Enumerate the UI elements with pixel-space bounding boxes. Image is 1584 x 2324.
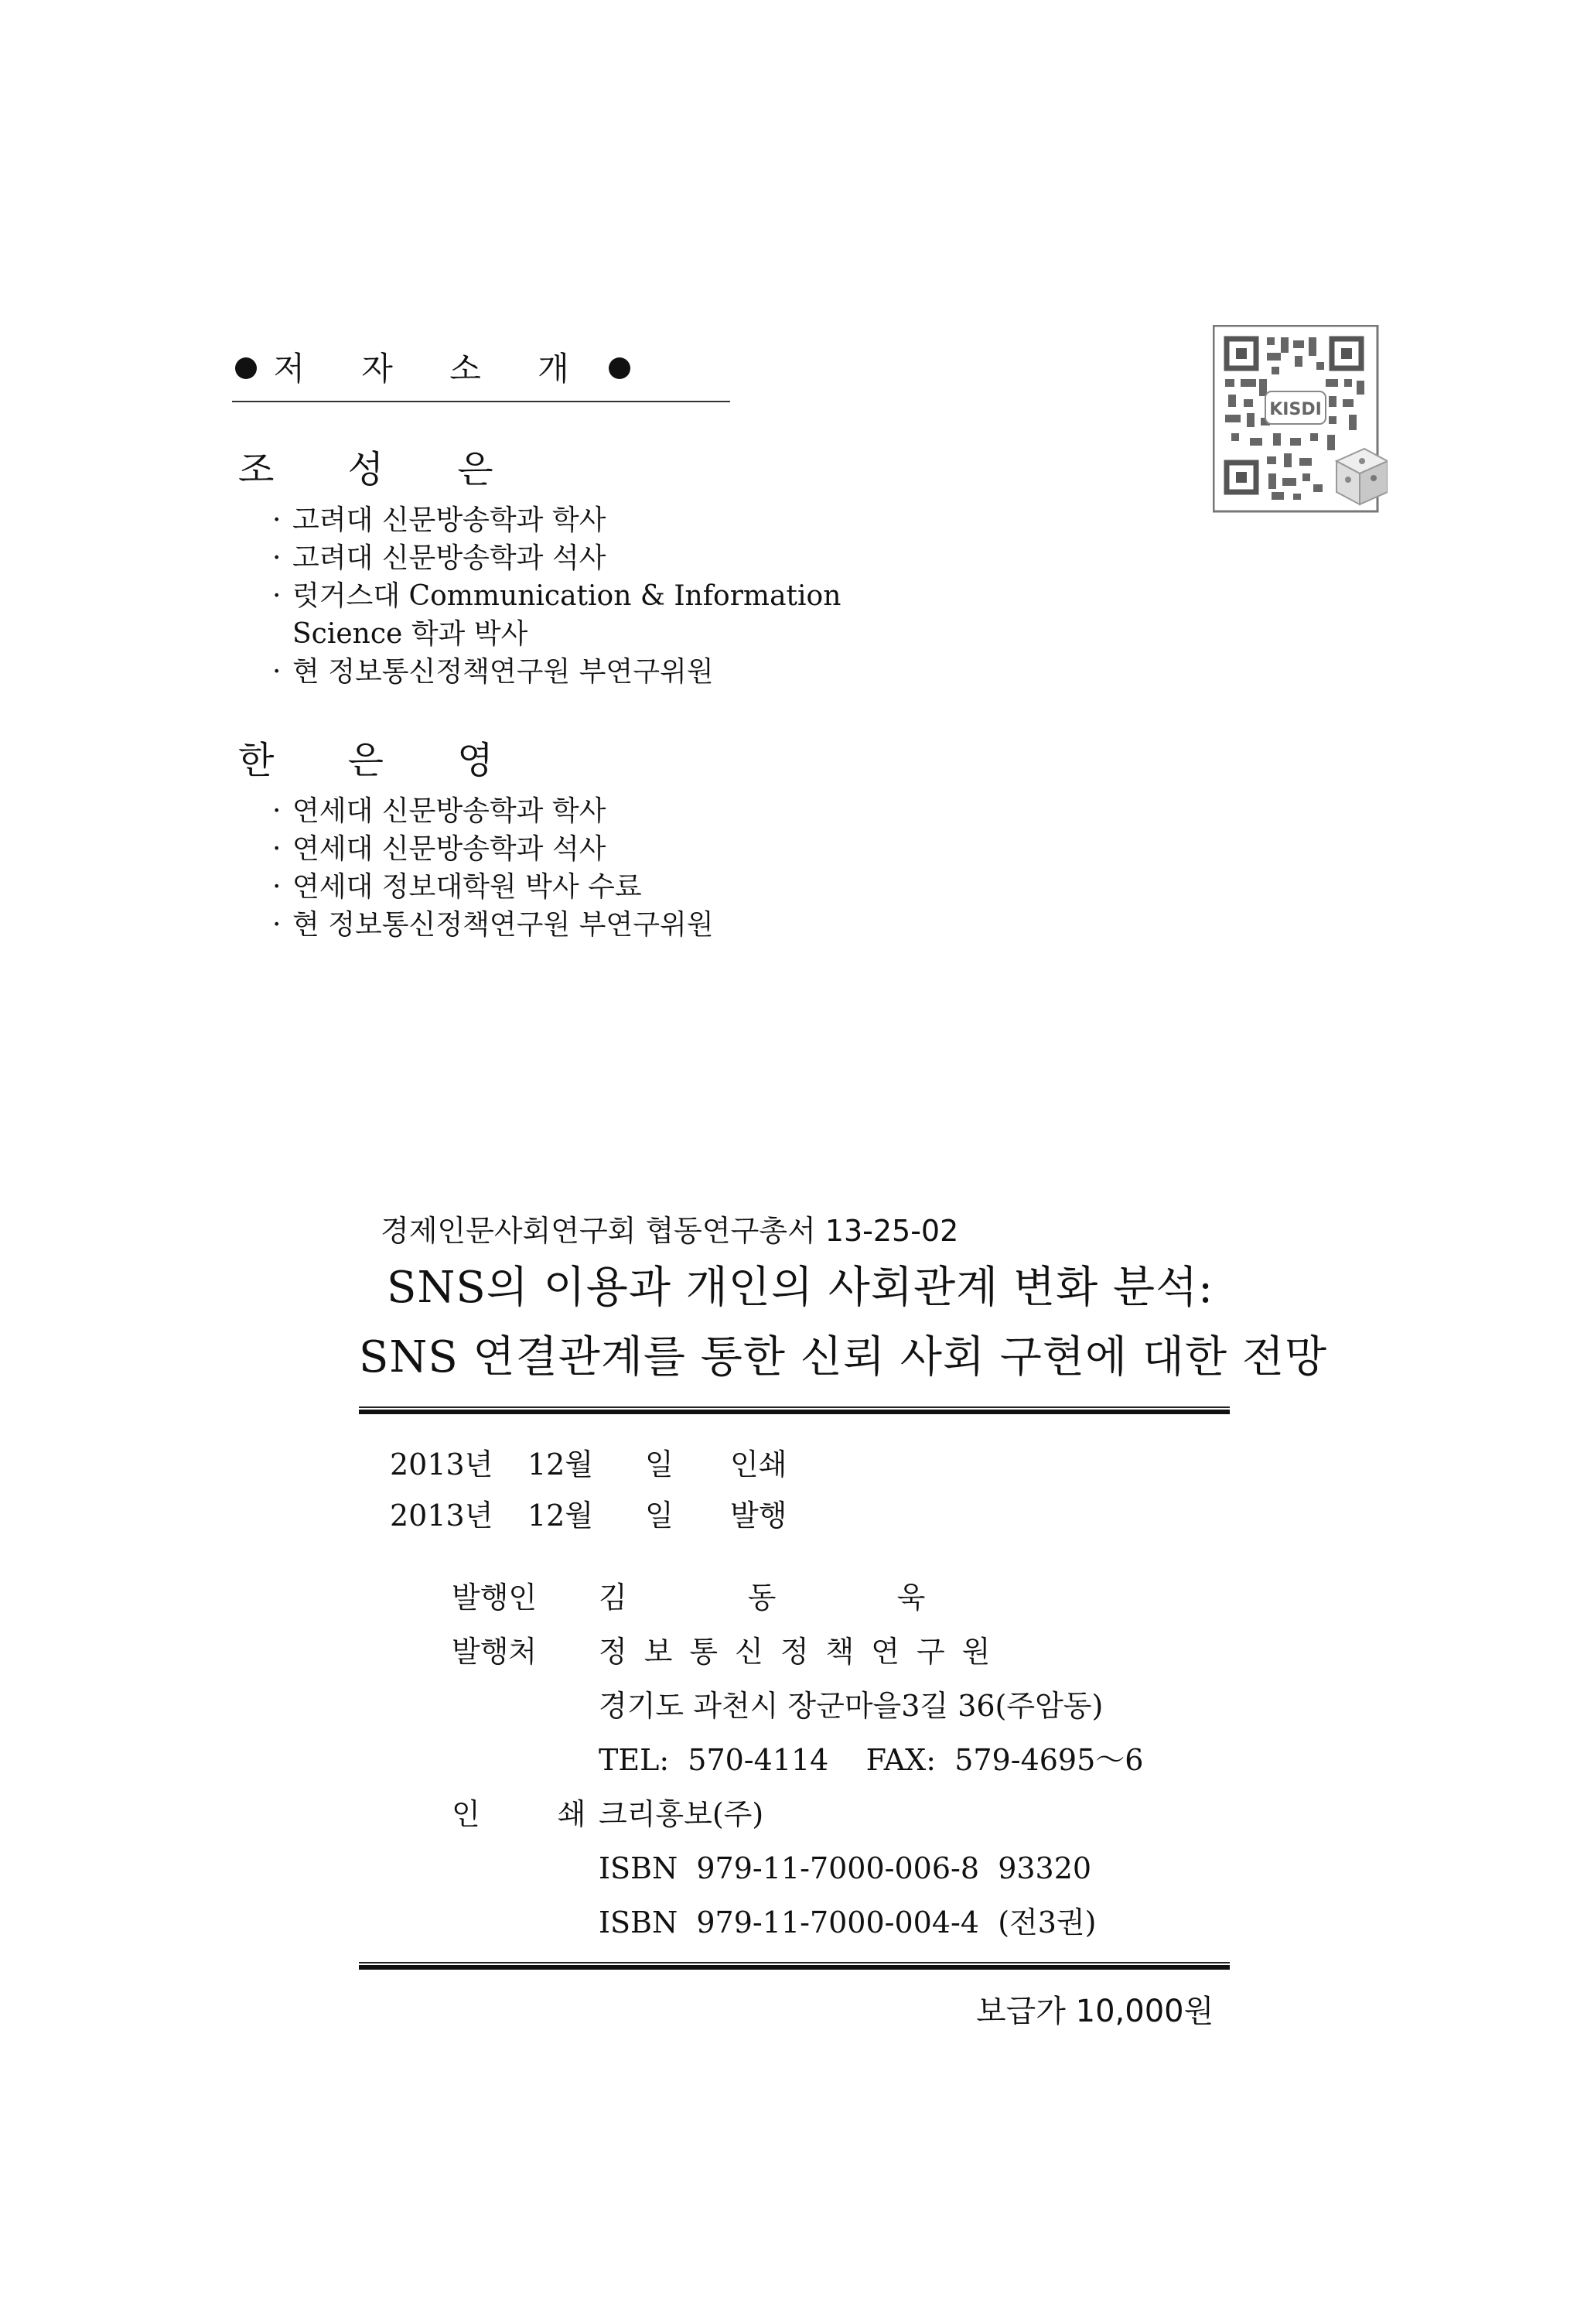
authors-heading-text: 저 자 소 개 [273, 350, 592, 388]
colophon-rule-top [359, 1406, 1230, 1414]
price-label: 보급가 10,000원 [976, 1994, 1214, 2029]
publish-date-row: 2013년 12월 일 발행 [390, 1499, 787, 1533]
issuer-label: 발행처 [452, 1635, 538, 1669]
isbn-volume: ISBN 979-11-7000-006-8 93320 [599, 1851, 1092, 1885]
credential-item: · 럿거스대 Communication & Information [272, 580, 842, 612]
bullet-circle-icon [235, 357, 257, 379]
issuer-address: 경기도 과천시 장군마을3길 36(주암동) [599, 1689, 1104, 1723]
credential-item-continued: Science 학과 박사 [292, 618, 528, 650]
issuer-name: 정보통신정책연구원 [599, 1635, 1008, 1669]
contact-row [452, 1733, 1143, 1787]
printer-label: 인 쇄 [452, 1797, 620, 1831]
credential-item: · 연세대 신문방송학과 학사 [272, 795, 606, 827]
isbn-row [452, 1841, 1143, 1895]
book-title-line-2: SNS 연결관계를 통한 신뢰 사회 구현에 대한 전망 [359, 1332, 1328, 1382]
print-date-row: 2013년 12월 일 인쇄 [390, 1447, 787, 1482]
author-name: 한 은 영 [238, 739, 524, 782]
credential-item: · 고려대 신문방송학과 학사 [272, 504, 606, 536]
credential-item: · 연세대 정보대학원 박사 수료 [272, 871, 642, 903]
credential-item: · 현 정보통신정책연구원 부연구위원 [272, 909, 714, 941]
cube-icon [1336, 449, 1388, 504]
publisher-label: 발행인 [452, 1581, 538, 1615]
credential-item: · 연세대 신문방송학과 석사 [272, 833, 606, 865]
author-credentials [272, 501, 841, 691]
issuer-row [452, 1625, 1143, 1679]
isbn-set-row [452, 1895, 1143, 1950]
qr-code-icon [1213, 325, 1388, 517]
printer-name: 크리홍보(주) [599, 1797, 764, 1831]
author-name: 조 성 은 [238, 448, 524, 491]
author-credentials [272, 792, 714, 944]
book-title-line-1: SNS의 이용과 개인의 사회관계 변화 분석: [387, 1263, 1214, 1313]
address-row [452, 1679, 1143, 1733]
publisher-name: 김 동 욱 [599, 1581, 981, 1615]
issuer-contact: TEL: 570-4114 FAX: 579-4695～6 [599, 1743, 1144, 1777]
credential-item: · 현 정보통신정책연구원 부연구위원 [272, 656, 714, 688]
print-dates [390, 1439, 787, 1541]
colophon-rule-bottom [359, 1962, 1230, 1970]
bullet-circle-icon [609, 357, 630, 379]
qr-logo-text: KISDI [1269, 400, 1322, 419]
printer-row [452, 1787, 1143, 1841]
authors-heading-rule [232, 401, 730, 402]
publisher-row [452, 1570, 1143, 1625]
authors-heading [235, 343, 630, 390]
series-label: 경제인문사회연구회 협동연구총서 13-25-02 [381, 1214, 959, 1248]
publication-info [452, 1570, 1143, 1950]
credential-item: · 고려대 신문방송학과 석사 [272, 542, 606, 574]
isbn-set: ISBN 979-11-7000-004-4 (전3권) [599, 1905, 1097, 1940]
